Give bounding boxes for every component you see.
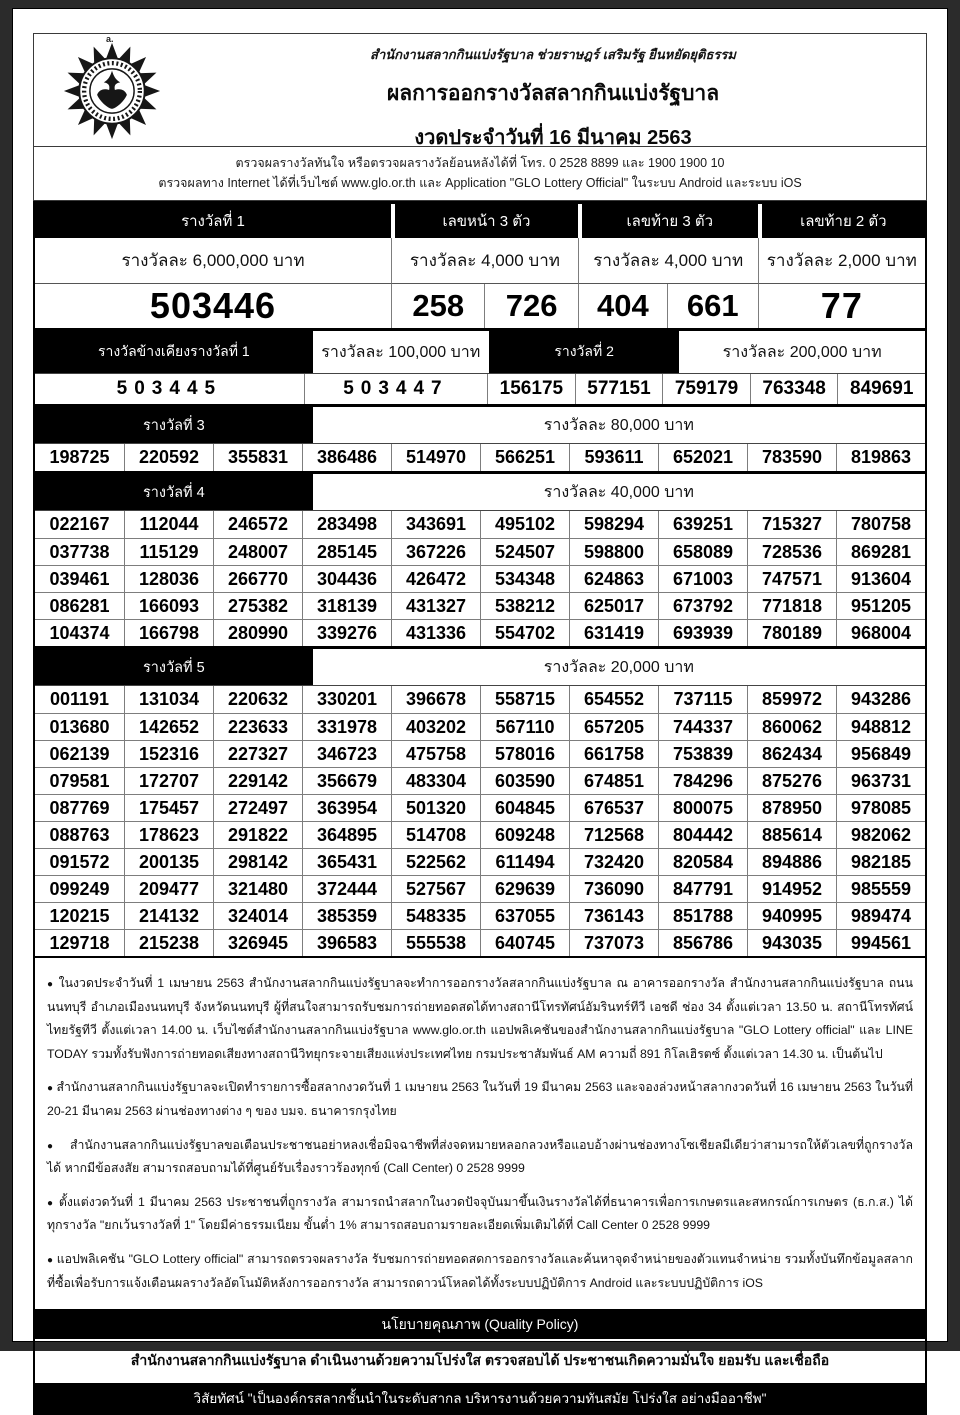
prize-number: 849691 [837, 374, 925, 404]
prize-number: 128036 [124, 565, 213, 592]
prize1-number: 503446 [149, 285, 277, 326]
prize-number: 800075 [658, 794, 747, 821]
prize-number: 396583 [302, 929, 391, 956]
prize-number: 715327 [747, 511, 836, 538]
prize-number: 220592 [124, 444, 213, 471]
prize-number: 859972 [747, 686, 836, 713]
prize-number: 131034 [124, 686, 213, 713]
prize5-header [35, 646, 925, 685]
prize-number: 285145 [302, 538, 391, 565]
prize-number: 856786 [658, 929, 747, 956]
prize-number: 115129 [124, 538, 213, 565]
prize-number: 483304 [391, 767, 480, 794]
prize1-label: รางวัลที่ 1 [35, 204, 391, 238]
prize-number: 598294 [569, 511, 658, 538]
prize-number: 956849 [836, 740, 925, 767]
prize-number: 304436 [302, 565, 391, 592]
prize-number: 639251 [658, 511, 747, 538]
prize-number: 120215 [35, 902, 124, 929]
prize-number: 763348 [750, 374, 838, 404]
prize-number: 062139 [35, 740, 124, 767]
prize-number: 851788 [658, 902, 747, 929]
front3-number: 726 [484, 284, 577, 328]
prize-number: 156175 [487, 374, 575, 404]
prize-number: 385359 [302, 902, 391, 929]
prize-number: 326945 [213, 929, 302, 956]
prize-number: 609248 [480, 821, 569, 848]
prize4-numbers [35, 510, 925, 646]
prize-number: 091572 [35, 848, 124, 875]
prize-number: 578016 [480, 740, 569, 767]
prize-number: 978085 [836, 794, 925, 821]
prize-number: 603590 [480, 767, 569, 794]
prize-number: 227327 [213, 740, 302, 767]
prize-number: 593611 [569, 444, 658, 471]
prize-number: 087769 [35, 794, 124, 821]
prize-number: 524507 [480, 538, 569, 565]
prize-number: 013680 [35, 713, 124, 740]
vision-statement: วิสัยทัศน์ "เป็นองค์กรสลากชั้นนำในระดับสากล บริหารงานด้วยความทันสมัย โปร่งใส อย่างมืออาชีพ" [35, 1383, 925, 1413]
prize-number: 555538 [391, 929, 480, 956]
prize-number: 209477 [124, 875, 213, 902]
prize-number: 001191 [49, 689, 110, 709]
prize-number: 736143 [569, 902, 658, 929]
prize-number: 166093 [124, 592, 213, 619]
prize4-label: รางวัลที่ 4 [35, 474, 313, 510]
adjacent-prize2-header [35, 328, 925, 373]
prize-number: 640745 [480, 929, 569, 956]
announcement-notes [35, 956, 925, 1309]
prize-number: 099249 [35, 875, 124, 902]
prize4-amount: รางวัลละ 40,000 บาท [543, 483, 694, 501]
prize-number: 355831 [213, 444, 302, 471]
prize-number: 820584 [658, 848, 747, 875]
prize-number: 022167 [49, 514, 110, 534]
prize-number: 175457 [124, 794, 213, 821]
prize-number: 693939 [658, 619, 747, 646]
prize-number: 280990 [213, 619, 302, 646]
last2-label: เลขท้าย 2 ตัว [758, 204, 925, 238]
prize-number: 356679 [302, 767, 391, 794]
prize5-numbers [35, 685, 925, 956]
front3-label: เลขหน้า 3 ตัว [391, 204, 578, 238]
prize-number: 982062 [836, 821, 925, 848]
prize-number: 989474 [836, 902, 925, 929]
prize-number: 657205 [569, 713, 658, 740]
prize-number: 819863 [836, 444, 925, 471]
prize-number: 759179 [662, 374, 750, 404]
prize-number: 386486 [302, 444, 391, 471]
prize-number: 037738 [35, 538, 124, 565]
prize-number: 215238 [124, 929, 213, 956]
prize-number: 104374 [35, 619, 124, 646]
prize-number: 869281 [836, 538, 925, 565]
prize-number: 577151 [575, 374, 663, 404]
prize-number: 673792 [658, 592, 747, 619]
prize-number: 152316 [124, 740, 213, 767]
prize-number: 343691 [391, 511, 480, 538]
prize-number: 364895 [302, 821, 391, 848]
draw-date: งวดประจำวันที่ 16 มีนาคม 2563 [414, 127, 692, 149]
prize-number: 736090 [569, 875, 658, 902]
check-results-info [33, 147, 927, 201]
note-item: ● แอปพลิเคชัน "GLO Lottery official" สามารถตรวจผลรางวัล รับชมการถ่ายทอดสดการออกรางวัลและค้นหาจุดจำหน่ายของตัวแทนจำหน่าย รวมทั้งบันทึกข้อมูลสลากที่ซื้อเพื่อรับการแจ้งเตือนผลรางวัลอัตโนมัติหลังการออกรางวัล สามารถดาวน์โหลดได้ทั้งระบบปฏิบัติการ Android และระบบปฏิบัติการ iOS [47, 1248, 913, 1295]
prize-number: 625017 [569, 592, 658, 619]
prize3-header [35, 404, 925, 443]
prize-number: 737115 [658, 686, 747, 713]
prize-number: 611494 [480, 848, 569, 875]
prize-number: 914952 [747, 875, 836, 902]
prize-number: 538212 [480, 592, 569, 619]
prize-number: 365431 [302, 848, 391, 875]
prize-number: 214132 [124, 902, 213, 929]
last2-amount: รางวัลละ 2,000 บาท [758, 238, 925, 284]
prize-number: 248007 [213, 538, 302, 565]
header-titles [210, 34, 926, 149]
prize-number: 629639 [480, 875, 569, 902]
prize-number: 321480 [213, 875, 302, 902]
note-item: ● ตั้งแต่งวดวันที่ 1 มีนาคม 2563 ประชาชนที่ถูกรางวัล สามารถนำสลากในงวดปัจจุบันมาขึ้นเงินรางวัลได้ที่ธนาคารเพื่อการเกษตรและสหกรณ์การเกษตร (ธ.ก.ส.) ได้ทุกรางวัล "ยกเว้นรางวัลที่ 1" โดยมีค่าธรรมเนียม ขั้นต่ำ 1% สามารถสอบถามรายละเอียดเพิ่มเติมได้ที่ Call Center 0 2528 9999 [47, 1191, 913, 1238]
note-item: ● สำนักงานสลากกินแบ่งรัฐบาลขอเตือนประชาชนอย่าหลงเชื่อมิจฉาชีพที่ส่งจดหมายหลอกลวงหรือแอบอ้างผ่านช่องทางโซเชียลมีเดียว่าสามารถให้ตัวเลขที่ถูกรางวัลได้ หากมีข้อสงสัย สามารถสอบถามได้ที่ศูนย์รับเรื่องราวร้องทุกข์ (Call Center) 0 2528 9999 [47, 1134, 913, 1181]
prize-number: 330201 [302, 686, 391, 713]
prize-number: 598800 [569, 538, 658, 565]
prize-number: 658089 [658, 538, 747, 565]
prize-number: 086281 [35, 592, 124, 619]
prize-number: 229142 [213, 767, 302, 794]
last3-number: 404 [578, 284, 667, 328]
prize-number: 968004 [836, 619, 925, 646]
prize-number: 431327 [391, 592, 480, 619]
prize-number: 396678 [391, 686, 480, 713]
prize-number: 671003 [658, 565, 747, 592]
prize5-amount: รางวัลละ 20,000 บาท [543, 658, 694, 676]
prize-number: 514708 [391, 821, 480, 848]
prize-number: 198725 [49, 447, 110, 467]
quality-policy-header: นโยบายคุณภาพ (Quality Policy) [35, 1309, 925, 1339]
prize-number: 129718 [35, 929, 124, 956]
prize-number: 951205 [836, 592, 925, 619]
prize-number: 495102 [480, 511, 569, 538]
prize-number: 654552 [569, 686, 658, 713]
prize-number: 943035 [747, 929, 836, 956]
prize-number: 567110 [480, 713, 569, 740]
prize-number: 298142 [213, 848, 302, 875]
prize-number: 534348 [480, 565, 569, 592]
prize-number: 331978 [302, 713, 391, 740]
prize-number: 982185 [836, 848, 925, 875]
prize1-table [35, 204, 925, 328]
prize-number: 403202 [391, 713, 480, 740]
prize1-amount: รางวัลละ 6,000,000 บาท [35, 238, 391, 284]
prize-number: 220632 [213, 686, 302, 713]
prize-number: 346723 [302, 740, 391, 767]
prize-number: 676537 [569, 794, 658, 821]
prize-number: 272497 [213, 794, 302, 821]
prize-number: 166798 [124, 619, 213, 646]
prize-number: 039461 [35, 565, 124, 592]
prize4-header [35, 471, 925, 510]
prize-number: 318139 [302, 592, 391, 619]
prize3-label: รางวัลที่ 3 [35, 407, 313, 443]
prize-number: 753839 [658, 740, 747, 767]
prize-number: 283498 [302, 511, 391, 538]
prize-number: 847791 [658, 875, 747, 902]
prize-number: 948812 [836, 713, 925, 740]
prize-number: 372444 [302, 875, 391, 902]
prize-number: 631419 [569, 619, 658, 646]
prize-number: 747571 [747, 565, 836, 592]
prize-number: 200135 [124, 848, 213, 875]
prize-number: 088763 [35, 821, 124, 848]
prize-number: 079581 [35, 767, 124, 794]
prize-number: 172707 [124, 767, 213, 794]
prize-number: 963731 [836, 767, 925, 794]
prize-number: 875276 [747, 767, 836, 794]
note-item: ● ในงวดประจำวันที่ 1 เมษายน 2563 สำนักงานสลากกินแบ่งรัฐบาลจะทำการออกรางวัลสลากกินแบ่งรัฐบาล ณ อาคารออกรางวัล สำนักงานสลากกินแบ่งรัฐบาล ถนนนนทบุรี อำเภอเมืองนนทบุรี จังหวัดนนทบุรี ผู้ที่สนใจสามารถรับชมการถ่ายทอดสดได้ทางสถานีโทรทัศน์อัมรินทร์ทีวี เอชดี ช่อง 34 ตั้งแต่เวลา 13.50 น. สถานีโทรทัศน์ไทยรัฐทีวี ตั้งแต่เวลา 14.00 น. เว็บไซต์สำนักงานสลากกินแบ่งรัฐบาล www.glo.or.th แอปพลิเคชันของสำนักงานสลากกินแบ่งรัฐบาล "GLO Lottery official" และ LINE TODAY รวมทั้งรับฟังการถ่ายทอดเสียงทางสถานีวิทยุกระจายเสียงแห่งประเทศไทย กรมประชาสัมพันธ์ AM ความถี่ 891 กิโลเฮิรตซ์ ตั้งแต่เวลา 14.30 น. เป็นต้นไป [47, 972, 913, 1066]
adjacent-prize2-numbers [35, 373, 925, 404]
prize-number: 554702 [480, 619, 569, 646]
prize-number: 913604 [836, 565, 925, 592]
prize-number: 940995 [747, 902, 836, 929]
prize-number: 431336 [391, 619, 480, 646]
prize-number: 514970 [391, 444, 480, 471]
prize-number: 661758 [569, 740, 658, 767]
prize-number: 624863 [569, 565, 658, 592]
prize-number: 732420 [569, 848, 658, 875]
prize-number: 637055 [480, 902, 569, 929]
prize-number: 885614 [747, 821, 836, 848]
prize-number: 943286 [836, 686, 925, 713]
prize-number: 566251 [480, 444, 569, 471]
results-sheet [33, 201, 927, 1415]
adjacent1-number: 503445 [116, 378, 223, 399]
quality-policy-text: สำนักงานสลากกินแบ่งรัฐบาล ดำเนินงานด้วยความโปร่งใส ตรวจสอบได้ ประชาชนเกิดความมั่นใจ ยอมรับ และเชื่อถือ [130, 1352, 830, 1369]
prize-number: 784296 [658, 767, 747, 794]
prize-number: 367226 [391, 538, 480, 565]
prize-number: 142652 [124, 713, 213, 740]
prize-number: 737073 [569, 929, 658, 956]
prize-number: 522562 [391, 848, 480, 875]
prize2-amount: รางวัลละ 200,000 บาท [722, 343, 882, 361]
prize-number: 771818 [747, 592, 836, 619]
prize-number: 223633 [213, 713, 302, 740]
document-page [12, 8, 948, 1407]
prize-number: 558715 [480, 686, 569, 713]
prize-number: 728536 [747, 538, 836, 565]
info-line-internet: ตรวจผลทาง Internet ได้ที่เว็บไซต์ www.glo.or.th และ Application "GLO Lottery Official" ในระบบ Android และระบบ iOS [158, 176, 802, 190]
prize3-numbers [35, 443, 925, 471]
glo-seal-logo [34, 34, 210, 146]
prize-number: 246572 [213, 511, 302, 538]
prize-number: 178623 [124, 821, 213, 848]
prize-number: 780189 [747, 619, 836, 646]
prize-number: 291822 [213, 821, 302, 848]
prize-number: 744337 [658, 713, 747, 740]
prize5-label: รางวัลที่ 5 [35, 649, 313, 685]
adjacent1-amount: รางวัลละ 100,000 บาท [321, 343, 481, 361]
prize-number: 712568 [569, 821, 658, 848]
prize-number: 783590 [747, 444, 836, 471]
prize-number: 985559 [836, 875, 925, 902]
front3-number: 258 [391, 284, 484, 328]
prize-number: 652021 [658, 444, 747, 471]
note-item: ● สำนักงานสลากกินแบ่งรัฐบาลจะเปิดทำรายการซื้อสลากงวดวันที่ 1 เมษายน 2563 ในวันที่ 19 มีนาคม 2563 และจองล่วงหน้าสลากงวดวันที่ 16 เมษายน 2563 ในวันที่ 20-21 มีนาคม 2563 ผ่านช่องทางต่าง ๆ ของ บมจ. ธนาคารกรุงไทย [47, 1076, 913, 1123]
front3-amount: รางวัลละ 4,000 บาท [391, 238, 578, 284]
prize-number: 324014 [213, 902, 302, 929]
prize-number: 804442 [658, 821, 747, 848]
prize-number: 527567 [391, 875, 480, 902]
info-line-phone: ตรวจผลรางวัลทันใจ หรือตรวจผลรางวัลย้อนหลังได้ที่ โทร. 0 2528 8899 และ 1900 1900 10 [235, 156, 725, 170]
document-header [33, 33, 927, 147]
prize-number: 862434 [747, 740, 836, 767]
prize-number: 426472 [391, 565, 480, 592]
adjacent1-label: รางวัลข้างเคียงรางวัลที่ 1 [35, 331, 313, 373]
prize-number: 475758 [391, 740, 480, 767]
prize-number: 548335 [391, 902, 480, 929]
prize2-label: รางวัลที่ 2 [489, 331, 679, 373]
prize-number: 878950 [747, 794, 836, 821]
prize-number: 894886 [747, 848, 836, 875]
glo-seal-icon [62, 41, 162, 141]
prize-number: 604845 [480, 794, 569, 821]
last3-amount: รางวัลละ 4,000 บาท [578, 238, 758, 284]
prize-number: 501320 [391, 794, 480, 821]
prize-number: 112044 [124, 511, 213, 538]
org-slogan: สำนักงานสลากกินแบ่งรัฐบาล ช่วยราษฎร์ เสริมรัฐ ยืนหยัดยุติธรรม [370, 47, 736, 62]
last3-number: 661 [667, 284, 758, 328]
prize-number: 266770 [213, 565, 302, 592]
prize-number: 994561 [836, 929, 925, 956]
prize-number: 780758 [836, 511, 925, 538]
prize-number: 674851 [569, 767, 658, 794]
prize-number: 275382 [213, 592, 302, 619]
last3-label: เลขท้าย 3 ตัว [578, 204, 758, 238]
page-title: ผลการออกรางวัลสลากกินแบ่งรัฐบาล [386, 82, 720, 105]
prize-number: 339276 [302, 619, 391, 646]
prize-number: 860062 [747, 713, 836, 740]
last2-number: 77 [758, 284, 925, 328]
scan-artifact-text: a. [106, 34, 114, 44]
adjacent1-number: 503447 [304, 374, 487, 404]
prize-number: 363954 [302, 794, 391, 821]
prize3-amount: รางวัลละ 80,000 บาท [543, 416, 694, 434]
